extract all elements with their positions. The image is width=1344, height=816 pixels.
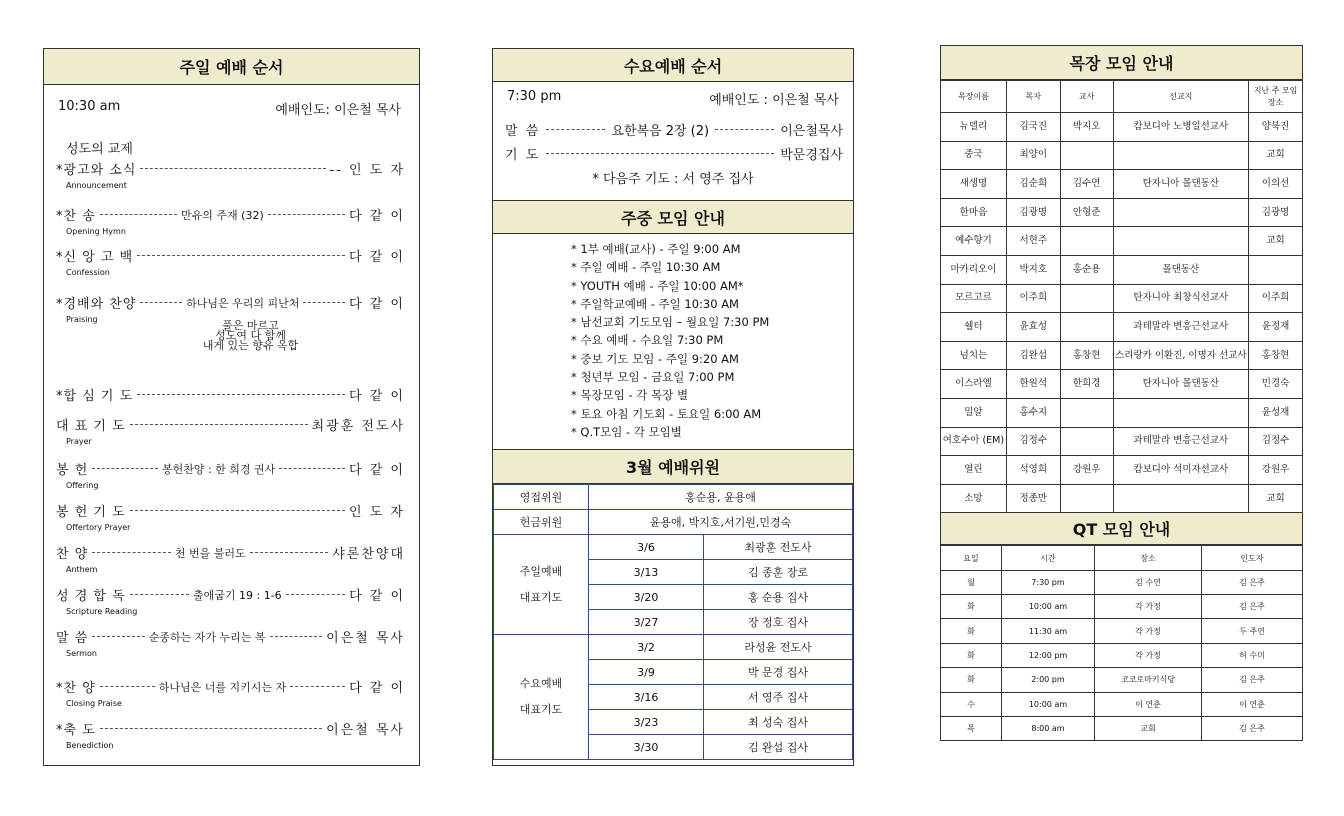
table-row: [941, 643, 1303, 667]
table-header-row: [941, 546, 1303, 570]
service-item-person: 다 같 이: [349, 389, 405, 404]
service-item-label: 대 표 기 도: [56, 419, 126, 434]
date-cell: 3/2: [589, 635, 704, 660]
table-cell: [1113, 141, 1249, 170]
column-header: 시간: [1002, 546, 1095, 570]
column-header: 교사: [1060, 81, 1113, 113]
sunday-title: 주일 예배 순서: [44, 49, 419, 85]
service-item-line: [56, 585, 405, 604]
table-cell: 김국진: [1006, 113, 1060, 142]
table-cell: 박지호: [1006, 255, 1060, 284]
service-item-line: [56, 459, 405, 478]
prayer-person-cell: 장 정호 집사: [704, 610, 853, 635]
table-row: [941, 227, 1303, 256]
table-cell: 교회: [1249, 141, 1303, 170]
march-committee-table: [493, 484, 853, 760]
service-item-person: 이은철 목사: [326, 723, 405, 738]
table-row: [941, 313, 1303, 342]
table-cell: 뉴델리: [941, 113, 1007, 142]
sunday-header-line: [58, 99, 401, 118]
weekly-item: * 목장모임 - 각 목장 별: [493, 386, 853, 404]
date-cell: 3/16: [589, 685, 704, 710]
table-cell: [1113, 484, 1249, 513]
table-row: [941, 484, 1303, 513]
column-header: 장소: [1095, 546, 1202, 570]
column-header: 인도자: [1202, 546, 1303, 570]
wed-row-label: 말 씀: [505, 124, 541, 139]
table-cell: 이주희: [1006, 284, 1060, 313]
table-cell: 밀알: [941, 398, 1007, 427]
service-item-person: 이은철 목사: [326, 631, 405, 646]
service-item-detail: 천 번을 불러도: [174, 546, 246, 560]
table-cell: 이 연춘: [1202, 692, 1303, 716]
dash-leader: [130, 594, 189, 595]
table-cell: 각 가정: [1095, 643, 1202, 667]
table-cell: 김정수: [1249, 427, 1303, 456]
wednesday-row: [505, 144, 843, 163]
service-item: [56, 501, 405, 532]
service-item: [56, 159, 405, 190]
table-row: [494, 635, 853, 660]
weekly-item: * 중보 기도 모임 - 주일 9:20 AM: [493, 350, 853, 368]
table-row: [941, 284, 1303, 313]
service-item-person: 인 도 자: [349, 505, 405, 520]
dash-leader: [100, 686, 155, 687]
service-item: [56, 415, 405, 446]
service-item-english: Announcement: [66, 181, 127, 190]
date-cell: 3/30: [589, 735, 704, 760]
table-cell: 김순희: [1006, 170, 1060, 199]
table-row: [941, 113, 1303, 142]
table-cell: 이스라엘: [941, 370, 1007, 399]
table-cell: 김정수: [1006, 427, 1060, 456]
table-cell: 10:00 am: [1002, 595, 1095, 619]
table-cell: 강원우: [1060, 456, 1113, 485]
service-item-line: [56, 677, 405, 696]
date-cell: 3/23: [589, 710, 704, 735]
table-cell: [1060, 227, 1113, 256]
table-cell: [1060, 427, 1113, 456]
mokjang-title: 목장 모임 안내: [940, 45, 1303, 80]
table-row: [941, 692, 1303, 716]
service-item-label: *경배와 찬양: [56, 297, 137, 312]
table-cell: [1060, 398, 1113, 427]
table-cell: 화: [941, 619, 1002, 643]
table-cell: 중국: [941, 141, 1007, 170]
table-cell: 캄보디아 노병일선교사: [1113, 113, 1249, 142]
table-row: [941, 456, 1303, 485]
table-cell: 넘치는: [941, 341, 1007, 370]
dash-leader: [279, 468, 345, 469]
service-item: [56, 459, 405, 490]
service-item-line: [56, 385, 405, 404]
table-cell: 안형준: [1060, 198, 1113, 227]
service-item-english: Closing Praise: [66, 699, 122, 708]
dash-leader: [546, 129, 605, 130]
service-item: [56, 677, 405, 708]
service-item-label: 말 씀: [56, 631, 89, 646]
table-cell: 이주희: [1249, 284, 1303, 313]
mokjang-panel: [940, 45, 1303, 767]
column-header: 목장이름: [941, 81, 1007, 113]
service-item-line: [56, 415, 405, 434]
table-row: [941, 427, 1303, 456]
service-item-detail: 출애굽기 19 : 1-6: [193, 588, 282, 602]
dash-leader: [100, 728, 322, 729]
service-item-label: 성 경 합 독: [56, 589, 126, 604]
table-cell: 민경숙: [1249, 370, 1303, 399]
table-cell: [1060, 313, 1113, 342]
service-item-detail: 하나님은 우리의 피난처: [186, 296, 300, 310]
table-cell: [1060, 141, 1113, 170]
table-cell: 한원석: [1006, 370, 1060, 399]
service-item: [56, 205, 405, 236]
prayer-person-cell: 서 영주 집사: [704, 685, 853, 710]
date-cell: 3/27: [589, 610, 704, 635]
table-cell: 교회: [1249, 484, 1303, 513]
table-cell: 석영희: [1006, 456, 1060, 485]
table-cell: 12:00 pm: [1002, 643, 1095, 667]
table-cell: 홍순용: [1060, 255, 1113, 284]
table-cell: [1113, 227, 1249, 256]
table-cell: [1060, 284, 1113, 313]
table-cell: 2:00 pm: [1002, 668, 1095, 692]
column-header: 요일: [941, 546, 1002, 570]
dash-leader: [303, 302, 345, 303]
table-cell: 탄자니아 최창식선교사: [1113, 284, 1249, 313]
service-item-person: 다 같 이: [349, 209, 405, 224]
service-item-line: [56, 627, 405, 646]
table-cell: 모르고르: [941, 284, 1007, 313]
table-row: [941, 255, 1303, 284]
praise-song: 풀은 마르고: [222, 319, 279, 332]
column-header: 지난 주 모임 장소: [1249, 81, 1303, 113]
praise-song: 내게 있는 향유 옥합: [202, 339, 299, 352]
dash-leader: [715, 129, 774, 130]
table-row: [941, 370, 1303, 399]
service-item-label: *찬 송: [56, 209, 96, 224]
table-cell: 강원우: [1249, 456, 1303, 485]
service-item: [56, 585, 405, 616]
table-cell: 예수향기: [941, 227, 1007, 256]
dash-leader: [268, 214, 345, 215]
table-cell: 교회: [1095, 717, 1202, 741]
service-item-line: [56, 205, 405, 224]
prayer-group-label: [494, 535, 589, 635]
weekly-item: * 수요 예배 - 수요일 7:30 PM: [493, 331, 853, 349]
service-item-label: 찬 양: [56, 547, 89, 562]
dash-leader: [92, 468, 158, 469]
column-header: 목자: [1006, 81, 1060, 113]
weekly-item: * 주일 예배 - 주일 10:30 AM: [493, 258, 853, 276]
table-cell: 양북진: [1249, 113, 1303, 142]
service-item-detail: 봉헌찬양 : 한 희경 권사: [161, 462, 276, 476]
table-cell: 홍창현: [1060, 341, 1113, 370]
table-cell: 홍창현: [1249, 341, 1303, 370]
table-cell: 김수연: [1060, 170, 1113, 199]
table-cell: [1249, 255, 1303, 284]
table-cell: 한마음: [941, 198, 1007, 227]
table-cell: 한희경: [1060, 370, 1113, 399]
sunday-leader: 예배인도: 이은철 목사: [275, 103, 401, 118]
wednesday-order: [493, 82, 853, 200]
table-cell: 김 은주: [1202, 717, 1303, 741]
table-cell: 탄자니아 몰댄동산: [1113, 170, 1249, 199]
march-title: 3월 예배위원: [493, 449, 853, 484]
service-item-line: [56, 543, 405, 562]
table-row: [941, 619, 1303, 643]
wed-row-who: 박문경집사: [780, 148, 843, 163]
table-cell: 이 연춘: [1095, 692, 1202, 716]
table-row: [941, 717, 1303, 741]
service-item-label: *신 앙 고 백: [56, 250, 134, 265]
prayer-group-label-line: 대표기도: [519, 590, 563, 604]
wednesday-title: 수요예배 순서: [493, 49, 853, 82]
prayer-person-cell: 홍 순용 집사: [704, 585, 853, 610]
service-item-line: [56, 246, 405, 265]
service-item: [56, 627, 405, 658]
next-week-prayer-note: * 다음주 기도 : 서 영주 집사: [592, 172, 754, 187]
service-item-label: *광고와 소식: [56, 163, 137, 178]
service-item: [56, 293, 405, 354]
weekly-item: * Q.T모임 - 각 모임별: [493, 423, 853, 441]
table-row: [941, 141, 1303, 170]
dash-leader: [137, 255, 345, 256]
weekly-item: * 토요 아침 기도회 - 토요일 6:00 AM: [493, 405, 853, 423]
offering-label: 헌금위원: [494, 510, 589, 535]
table-cell: 월: [941, 570, 1002, 594]
dash-leader: [546, 153, 774, 154]
table-row: [941, 398, 1303, 427]
table-cell: 탄자니아 몰댄동산: [1113, 370, 1249, 399]
table-cell: 서현주: [1006, 227, 1060, 256]
weekly-meetings-list: [493, 234, 853, 449]
weekly-item: * 남선교회 기도모임 – 월요일 7:30 PM: [493, 313, 853, 331]
table-row: [494, 510, 853, 535]
wed-row-label: 기 도: [505, 148, 541, 163]
service-item-label: *축 도: [56, 723, 96, 738]
service-item: [56, 246, 405, 277]
table-cell: 정종만: [1006, 484, 1060, 513]
table-row: [941, 668, 1303, 692]
table-cell: 윤정재: [1249, 313, 1303, 342]
prayer-person-cell: 김 종훈 장로: [704, 560, 853, 585]
weekly-item: * 주일학교예배 - 주일 10:30 AM: [493, 295, 853, 313]
table-cell: 각 가정: [1095, 595, 1202, 619]
prayer-person-cell: 박 문경 집사: [704, 660, 853, 685]
table-cell: 과테말라 변흥근선교사: [1113, 427, 1249, 456]
prayer-group-label: [494, 635, 589, 760]
service-item-person: 다 같 이: [349, 681, 406, 696]
dash-leader: [140, 302, 182, 303]
table-row: [494, 535, 853, 560]
dash-leader: [250, 552, 329, 553]
service-item-detail: 순종하는 자가 누리는 복: [148, 630, 266, 644]
wednesday-row: [505, 120, 843, 139]
dash-leader: [92, 552, 171, 553]
table-row: [941, 170, 1303, 199]
table-row: [941, 198, 1303, 227]
date-cell: 3/6: [589, 535, 704, 560]
prayer-person-cell: 최 성숙 집사: [704, 710, 853, 735]
table-cell: [1060, 484, 1113, 513]
prayer-person-cell: 최광훈 전도사: [704, 535, 853, 560]
date-cell: 3/9: [589, 660, 704, 685]
praise-song: 성도여 다 함께: [215, 329, 286, 342]
table-cell: 김 은주: [1202, 595, 1303, 619]
table-cell: 김광명: [1249, 198, 1303, 227]
communion-label: 성도의 교제: [66, 142, 133, 157]
wednesday-time: 7:30 pm: [507, 89, 562, 104]
table-cell: 10:00 am: [1002, 692, 1095, 716]
dash-leader: [130, 510, 345, 511]
dash-leader: [130, 424, 308, 425]
dash-leader: [137, 394, 345, 395]
table-cell: 코코로마키식당: [1095, 668, 1202, 692]
table-cell: 11:30 am: [1002, 619, 1095, 643]
table-row: [941, 570, 1303, 594]
table-cell: 김 은주: [1202, 668, 1303, 692]
table-cell: 김 수연: [1095, 570, 1202, 594]
service-item-person: 샤론찬양대: [332, 547, 406, 562]
service-item-line: [56, 159, 405, 178]
table-cell: 홍수지: [1006, 398, 1060, 427]
table-cell: 소망: [941, 484, 1007, 513]
table-cell: 화: [941, 595, 1002, 619]
offering-value: 윤용애, 박지호,서기원,민경숙: [589, 510, 853, 535]
dash-leader: [270, 636, 323, 637]
table-cell: 교회: [1249, 227, 1303, 256]
table-cell: 박지오: [1060, 113, 1113, 142]
dash-leader: [286, 594, 345, 595]
table-cell: 김완섭: [1006, 341, 1060, 370]
weekly-item: * 1부 예배(교사) - 주일 9:00 AM: [493, 240, 853, 258]
table-cell: 김광명: [1006, 198, 1060, 227]
service-item: [56, 385, 405, 404]
dash-leader: [140, 168, 325, 169]
date-cell: 3/20: [589, 585, 704, 610]
service-item-line: [56, 293, 405, 312]
table-cell: 목: [941, 717, 1002, 741]
service-item-label: *찬 양: [56, 681, 96, 696]
service-item-english: Prayer: [66, 437, 92, 446]
table-row: [941, 595, 1303, 619]
table-cell: 열린: [941, 456, 1007, 485]
table-row: [941, 341, 1303, 370]
table-header-row: [941, 81, 1303, 113]
service-item-english: Benediction: [66, 741, 114, 750]
service-item-english: Anthem: [66, 565, 98, 574]
service-item-line: [56, 719, 405, 738]
mokjang-table: [940, 80, 1303, 513]
service-item-detail: 하나님은 너를 지키시는 자: [158, 680, 287, 694]
dash-leader: [100, 214, 177, 215]
service-item-english: Offering: [66, 481, 99, 490]
table-cell: 과테말라 변흥근선교사: [1113, 313, 1249, 342]
table-cell: 수: [941, 692, 1002, 716]
table-cell: 윤효성: [1006, 313, 1060, 342]
prayer-person-cell: 김 완섭 집사: [704, 735, 853, 760]
service-item-english: Confession: [66, 268, 110, 277]
table-cell: 새생명: [941, 170, 1007, 199]
table-cell: 화: [941, 643, 1002, 667]
wed-row-who: 이은철목사: [780, 124, 844, 139]
table-cell: 화: [941, 668, 1002, 692]
service-item-english: Offertory Prayer: [66, 523, 131, 532]
service-item-person: 다 같 이: [349, 250, 405, 265]
service-item-english: Sermon: [66, 649, 97, 658]
service-item-label: *합 심 기 도: [56, 389, 134, 404]
service-item-person: -- 인 도 자: [329, 163, 405, 178]
greeters-value: 홍순용, 윤용애: [589, 485, 853, 510]
sunday-service-panel: [43, 48, 420, 766]
service-item-detail: 만유의 주재 (32): [181, 208, 264, 222]
table-cell: 최양이: [1006, 141, 1060, 170]
table-cell: 스리랑카 이환진, 이명자 선교사: [1113, 341, 1249, 370]
service-item-line: [56, 501, 405, 520]
service-item-person: 최광훈 전도사: [311, 419, 405, 434]
prayer-group-label-line: 주일예배: [519, 564, 563, 578]
table-cell: 쉘터: [941, 313, 1007, 342]
table-cell: 여호수아 (EM): [941, 427, 1007, 456]
table-cell: 각 가정: [1095, 619, 1202, 643]
table-cell: 8:00 am: [1002, 717, 1095, 741]
greeters-label: 영접위원: [494, 485, 589, 510]
column-header: 선교지: [1113, 81, 1249, 113]
sunday-time: 10:30 am: [58, 99, 121, 114]
service-item-person: 다 같 이: [349, 589, 406, 604]
dash-leader: [92, 636, 145, 637]
table-cell: [1113, 198, 1249, 227]
table-row: [494, 485, 853, 510]
service-item: [56, 543, 405, 574]
table-cell: 김 은주: [1202, 570, 1303, 594]
table-cell: 마카리오이: [941, 255, 1007, 284]
date-cell: 3/13: [589, 560, 704, 585]
table-cell: 윤성재: [1249, 398, 1303, 427]
service-item-label: 봉 헌 기 도: [56, 505, 126, 520]
service-item-english: Praising: [66, 315, 98, 324]
table-cell: 두 주연: [1202, 619, 1303, 643]
wed-row-mid: 요한복음 2장 (2): [611, 124, 710, 139]
table-cell: 허 수미: [1202, 643, 1303, 667]
weekly-item: * YOUTH 예배 - 주일 10:00 AM*: [493, 277, 853, 295]
table-cell: 7:30 pm: [1002, 570, 1095, 594]
service-item-english: Opening Hymn: [66, 227, 126, 236]
wednesday-panel: [492, 48, 854, 766]
table-cell: 이의선: [1249, 170, 1303, 199]
qt-title: QT 모임 안내: [940, 513, 1303, 545]
service-item: [56, 719, 405, 750]
dash-leader: [290, 686, 345, 687]
table-cell: 캄보디아 석미자선교사: [1113, 456, 1249, 485]
prayer-person-cell: 라성윤 전도사: [704, 635, 853, 660]
weekly-item: * 청년부 모임 - 금요일 7:00 PM: [493, 368, 853, 386]
prayer-group-label-line: 수요예배: [519, 677, 563, 690]
table-cell: 몰댄동산: [1113, 255, 1249, 284]
weekly-title: 주중 모임 안내: [493, 200, 853, 234]
service-item-person: 다 같 이: [349, 297, 405, 312]
qt-table: [940, 545, 1303, 741]
service-item-english: Scripture Reading: [66, 607, 138, 616]
service-item-label: 봉 헌: [56, 463, 89, 478]
prayer-group-label-line: 대표기도: [519, 703, 563, 716]
table-cell: [1113, 398, 1249, 427]
wednesday-leader: 예배인도 : 이은철 목사: [709, 93, 839, 108]
service-item-person: 다 같 이: [349, 463, 405, 478]
